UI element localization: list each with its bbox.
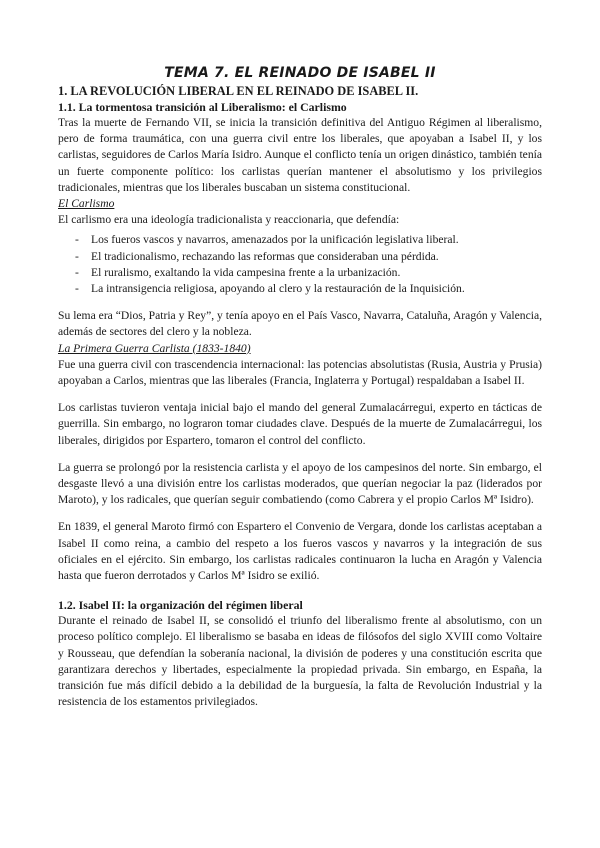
carlismo-heading: El Carlismo <box>58 197 115 211</box>
dash-bullet: - <box>75 282 79 296</box>
section-heading: 1. LA REVOLUCIÓN LIBERAL EN EL REINADO DE ISABEL II. <box>58 84 419 98</box>
document-body <box>58 64 542 711</box>
page-title: TEMA 7. EL REINADO DE ISABEL II <box>164 65 436 81</box>
subsection-heading: 1.1. La tormentosa transición al Liberalismo: el Carlismo <box>58 100 347 114</box>
list-item <box>58 265 542 281</box>
list-item <box>58 232 542 248</box>
intro-paragraph: Tras la muerte de Fernando VII, se inicia la transición definitiva del Antiguo Régimen al liberalismo, pero de forma traumática, con una guerra civil entre los liberales, que apoyaban a Isabel II, y los carlistas, seguidores de Carlos María Isidro. Aunque el conflicto tenía un origen dinástico, también tenía un fuerte componente político: los carlistas querían mantener el absolutismo y los privilegios tradicionales, mientras que los liberales buscaban un sistema constitucional. <box>58 116 542 194</box>
guerra-paragraph-1: Fue una guerra civil con trascendencia internacional: las potencias absolutistas (Rusia, Austria y Prusia) apoyaban a Carlos, mientras que las liberales (Francia, Inglaterra y Portugal) respaldaban a Isabel II. <box>58 357 542 388</box>
dash-bullet: - <box>75 249 79 263</box>
list-item <box>58 281 542 297</box>
list-item-text: La intransigencia religiosa, apoyando al clero y la restauración de la Inquisición. <box>91 282 465 296</box>
isabel-paragraph: Durante el reinado de Isabel II, se consolidó el triunfo del liberalismo frente al absolutismo, con un proceso político complejo. El liberalismo se basaba en ideas de filósofos del siglo XVIII como Voltaire y Rousseau, que defendían la soberanía nacional, la división de poderes y una constitución escrita que garantizara derechos y libertades, especialmente la propiedad privada. Sin embargo, en España, la transición fue más difícil debido a la debilidad de la burguesía, la falta de Revolución Industrial y la resistencia de los estamentos privilegiados. <box>58 614 542 709</box>
lema-paragraph: Su lema era “Dios, Patria y Rey”, y tenía apoyo en el País Vasco, Navarra, Cataluña, Aragón y Valencia, además de sectores del clero y la nobleza. <box>58 309 542 339</box>
carlismo-list <box>58 232 542 297</box>
dash-bullet: - <box>75 233 79 247</box>
list-item-text: El ruralismo, exaltando la vida campesina frente a la urbanización. <box>91 265 401 279</box>
dash-bullet: - <box>75 265 79 279</box>
guerra-heading: La Primera Guerra Carlista (1833-1840) <box>58 341 251 355</box>
carlismo-intro: El carlismo era una ideología tradicionalista y reaccionaria, que defendía: <box>58 213 400 227</box>
list-item-text: Los fueros vascos y navarros, amenazados por la unificación legislativa liberal. <box>91 233 459 247</box>
guerra-paragraph-3: La guerra se prolongó por la resistencia carlista y el apoyo de los campesinos del norte. Sin embargo, el desgaste llevó a una división entre los carlistas moderados, que querían negociar la paz (liderados por Maroto), y los radicales, que querían seguir combatiendo (como Cabrera y el propio Carlos Mª Isidro). <box>58 460 542 507</box>
subsection-heading-2: 1.2. Isabel II: la organización del régimen liberal <box>58 598 303 613</box>
guerra-paragraph-2: Los carlistas tuvieron ventaja inicial bajo el mando del general Zumalacárregui, experto en tácticas de guerrilla. Sin embargo, no lograron tomar ciudades clave. Después de la muerte de Zumalacárregui, los liberales, dirigidos por Espartero, tomaron el control del conflicto. <box>58 401 542 447</box>
list-item-text: El tradicionalismo, rechazando las reformas que consideraban una pérdida. <box>91 249 439 263</box>
list-item <box>58 249 542 265</box>
guerra-paragraph-4: En 1839, el general Maroto firmó con Espartero el Convenio de Vergara, donde los carlistas aceptaban a Isabel II como reina, a cambio del respeto a los fueros vascos y navarros y la integración de sus oficiales en el ejército. Sin embargo, los carlistas radicales continuaron la lucha en Aragón y Valencia hasta que fueron derrotados y Carlos Mª Isidro se exilió. <box>58 520 542 583</box>
